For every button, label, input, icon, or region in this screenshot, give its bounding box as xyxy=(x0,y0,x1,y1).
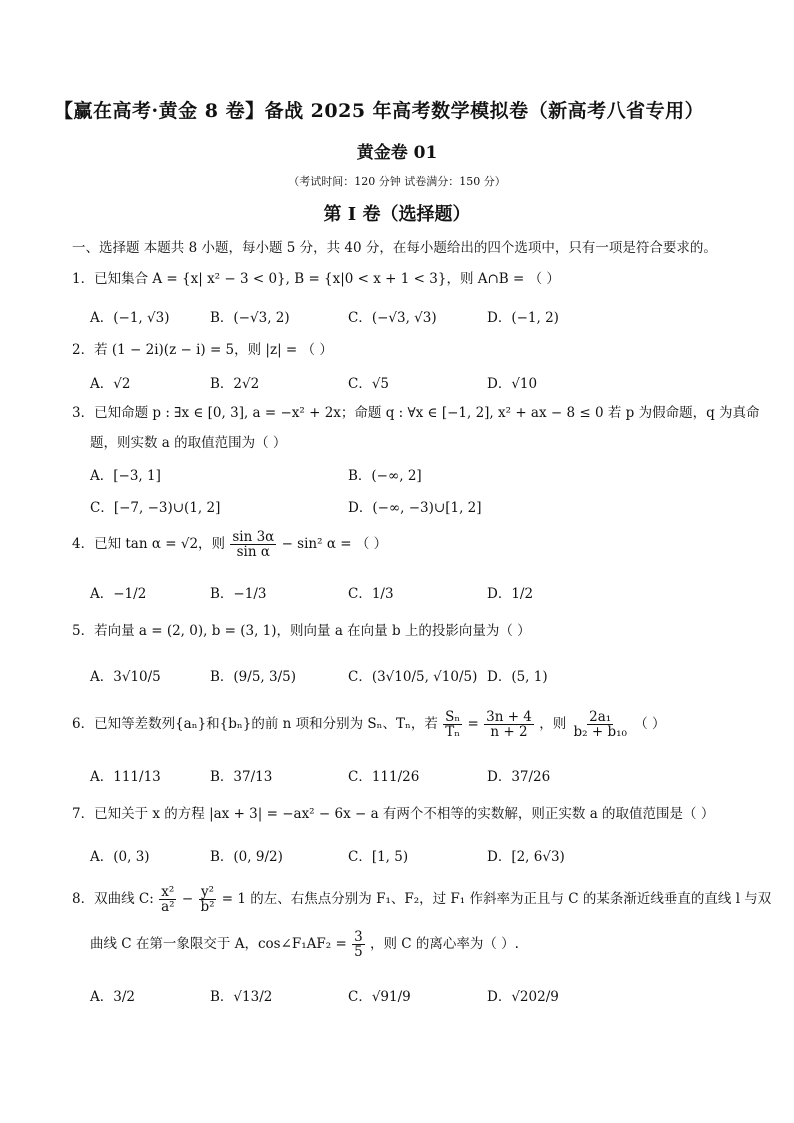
fraction xyxy=(484,710,534,739)
option-c: C．1/3 xyxy=(348,586,394,602)
fraction xyxy=(443,710,462,739)
option-b: B．(0, 9/2) xyxy=(210,849,283,865)
fraction-numerator: 3n + 4 xyxy=(486,709,532,725)
stem-text: − sin² α = （ ） xyxy=(281,536,388,553)
option-c: C．√5 xyxy=(348,376,390,392)
stem-text: ，则 C 的离心率为（ ）. xyxy=(369,936,519,953)
option-a: A．3/2 xyxy=(90,989,135,1005)
option-c: C．(3√10/5, √10/5) xyxy=(348,669,478,685)
option-c: C．[−7, −3)∪(1, 2] xyxy=(90,500,221,516)
question-stem: 2．若 (1 − 2i)(z − i) = 5，则 |z| = （ ） xyxy=(72,342,333,358)
fraction-numerator: sin 3α xyxy=(232,529,275,545)
fraction-denominator: a² xyxy=(161,899,175,916)
question-stem xyxy=(72,530,387,559)
exam-subtitle: 黄金卷 01 xyxy=(356,143,438,163)
fraction-denominator: sin α xyxy=(236,544,270,561)
question-stem: 5．若向量 a = (2, 0), b = (3, 1)，则向量 a 在向量 b 上的投影向量为（ ） xyxy=(72,623,531,639)
stem-text: 曲线 C 在第一象限交于 A，cos∠F₁AF₂ = xyxy=(90,936,347,953)
fraction-numerator: Sₙ xyxy=(445,709,461,725)
exam-info: （考试时间：120 分钟 试卷满分：150 分） xyxy=(288,175,506,188)
fraction xyxy=(198,885,216,914)
question-stem xyxy=(72,885,771,914)
option-a: A．(−1, √3) xyxy=(90,310,170,326)
question-stem-continued: 题，则实数 a 的取值范围为（ ） xyxy=(90,435,287,451)
option-c: C．[1, 5) xyxy=(348,849,409,865)
question-stem: 7．已知关于 x 的方程 |ax + 3| = −ax² − 6x − a 有两个不相等的实数解，则正实数 a 的取值范围是（ ） xyxy=(72,806,715,822)
option-a: A．[−3, 1] xyxy=(90,468,161,484)
option-d: D．√202/9 xyxy=(487,989,559,1005)
fraction xyxy=(572,710,629,739)
option-b: B．2√2 xyxy=(210,376,260,392)
option-c: C．(−√3, √3) xyxy=(348,310,437,326)
option-d: D．(−∞, −3)∪[1, 2] xyxy=(348,500,482,516)
option-d: D．(5, 1) xyxy=(487,669,548,685)
fraction-denominator: b₂ + b₁₀ xyxy=(573,724,627,741)
option-a: A．(0, 3) xyxy=(90,849,150,865)
option-b: B．(9/5, 3/5) xyxy=(210,669,296,685)
section-heading: 第 I 卷（选择题） xyxy=(323,204,471,225)
option-d: D．(−1, 2) xyxy=(487,310,559,326)
option-d: D．1/2 xyxy=(487,586,534,602)
option-a: A．−1/2 xyxy=(90,586,147,602)
minus-sign: − xyxy=(181,891,194,908)
option-b: B．37/13 xyxy=(210,769,273,785)
stem-text: ，则 xyxy=(539,716,567,733)
stem-text: 4．已知 tan α = √2，则 xyxy=(72,536,226,553)
fraction-numerator: y² xyxy=(200,884,214,900)
question-stem: 3．已知命题 p : ∃x ∈ [0, 3], a = −x² + 2x；命题 q : ∀x ∈ [−1, 2], x² + ax − 8 ≤ 0 若 p 为假命题，q 为真命 xyxy=(72,405,760,421)
fraction-denominator: Tₙ xyxy=(445,724,461,741)
stem-text: 8．双曲线 C: xyxy=(72,891,154,908)
fraction xyxy=(159,885,176,914)
equals-sign: = xyxy=(467,716,479,733)
exam-title: 【赢在高考·黄金 8 卷】备战 2025 年高考数学模拟卷（新高考八省专用） xyxy=(54,100,705,122)
option-d: D．37/26 xyxy=(487,769,551,785)
option-a: A．111/13 xyxy=(90,769,161,785)
option-b: B．√13/2 xyxy=(210,989,273,1005)
fraction xyxy=(230,530,276,559)
stem-text: = 1 的左、右焦点分别为 F₁、F₂，过 F₁ 作斜率为正且与 C 的某条渐近线垂直的直线 l 与双 xyxy=(221,891,772,908)
fraction-denominator: n + 2 xyxy=(490,724,528,741)
question-stem-continued xyxy=(90,930,519,959)
question-stem: 1．已知集合 A = {x| x² − 3 < 0}, B = {x|0 < x + 1 < 3}，则 A∩B = （ ） xyxy=(72,271,560,287)
stem-text: 6．已知等差数列{aₙ}和{bₙ}的前 n 项和分别为 Sₙ、Tₙ，若 xyxy=(72,716,438,733)
option-b: B．−1/3 xyxy=(210,586,267,602)
instructions: 一、选择题 本题共 8 小题，每小题 5 分，共 40 分，在每小题给出的四个选项中，只有一项是符合要求的。 xyxy=(72,240,717,256)
option-c: C．√91/9 xyxy=(348,989,411,1005)
fraction-denominator: b² xyxy=(200,899,215,916)
option-d: D．√10 xyxy=(487,376,538,392)
fraction xyxy=(352,930,365,959)
fraction-numerator: x² xyxy=(161,884,175,900)
option-b: B．(−∞, 2] xyxy=(348,468,422,484)
fraction-numerator: 2a₁ xyxy=(589,709,612,725)
option-a: A．√2 xyxy=(90,376,131,392)
option-b: B．(−√3, 2) xyxy=(210,310,290,326)
option-a: A．3√10/5 xyxy=(90,669,161,685)
question-stem xyxy=(72,710,666,739)
fraction-numerator: 3 xyxy=(354,929,363,945)
stem-text: （ ） xyxy=(634,716,666,733)
option-d: D．[2, 6√3) xyxy=(487,849,565,865)
option-c: C．111/26 xyxy=(348,769,420,785)
fraction-denominator: 5 xyxy=(354,944,363,961)
